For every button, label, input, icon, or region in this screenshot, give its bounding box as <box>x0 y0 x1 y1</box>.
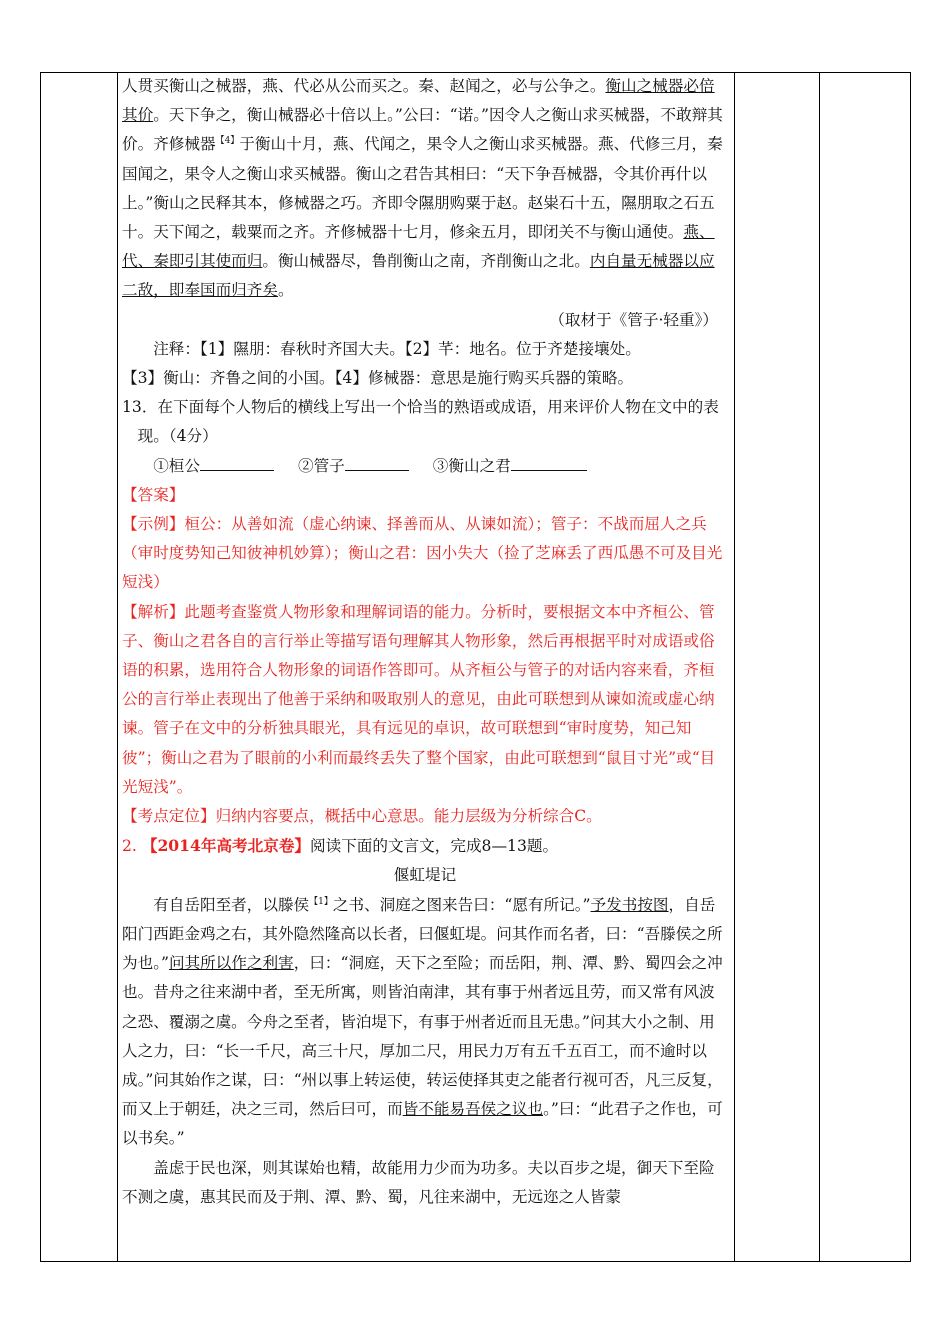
answer-point: 【考点定位】归纳内容要点，概括中心意思。能力层级为分析综合C。 <box>122 807 602 826</box>
answer-blanks: ①桓公 ②管子 ③衡山之君 <box>122 452 728 481</box>
question-heading: 2. 【2014年高考北京卷】阅读下面的文言文，完成8—13题。 <box>122 836 559 856</box>
passage-text: 盖虑于民也深，则其谋始也精，故能用力少而为功多。夫以百步之堤，御天下至险不测之虞，惠其民而及于荆、潭、黔、蜀，凡往来湖中，无远迩之人皆蒙 <box>122 1158 715 1206</box>
passage-text: 人贯买衡山之械器，燕、代必从公而买之。秦、赵闻之，必与公争之。衡山之械器必倍其价。天下争之，衡山械器必十倍以上。”公曰：“诺。”因令人之衡山求买械器，不敢辩其价。齐修械器$^{【4】}$于衡山十月，燕、代闻之，果令人之衡山求买械器。燕、代修三月，秦国闻之，果令人之衡山求买械器。衡山之君告其相曰：“天下争吾械器，令其价再什以上。”衡山之民释其本，修械器之巧。齐即令隰朋购粟于赵。赵粜石十五，隰朋取之石五十。天下闻之，载粟而之齐。齐修械器十七月，修籴五月，即闭关不与衡山通使。燕、代、秦即引其使而归。衡山械器尽，鲁削衡山之南，齐削衡山之北。内自量无械器以应二敌，即奉国而归齐矣。 <box>122 77 723 300</box>
column-divider <box>734 73 735 1261</box>
source-citation: （取材于《管子·轻重》） <box>549 310 718 329</box>
annotation-note: 【3】衡山：齐鲁之间的小国。【4】修械器：意思是施行购买兵器的策略。 <box>122 369 634 388</box>
answer-example: 【示例】桓公：从善如流（虚心纳谏、择善而从、从谏如流）；管子：不战而屈人之兵（审时度势知己知彼神机妙算）；衡山之君：因小失大（捡了芝麻丢了西瓜愚不可及目光短浅） <box>122 515 723 592</box>
answer-analysis: 【解析】此题考查鉴赏人物形象和理解词语的能力。分析时，要根据文本中齐桓公、管子、衡山之君各自的言行举止等描写语句理解其人物形象，然后再根据平时对成语或俗语的积累，选用符合人物形象的词语作答即可。从齐桓公与管子的对话内容来看，齐桓公的言行举止表现出了他善于采纳和吸取别人的意见，由此可联想到从谏如流或虚心纳谏。管子在文中的分析独具眼光，具有远见的卓识，故可联想到“审时度势，知己知彼”；衡山之君为了眼前的小利而最终丢失了整个国家，由此可联想到“鼠目寸光”或“目光短浅”。 <box>122 602 716 796</box>
column-divider <box>819 73 820 1261</box>
annotation-note: 注释：【1】隰朋：春秋时齐国大夫。【2】芊：地名。位于齐楚接壤处。 <box>153 339 641 358</box>
passage-title: 偃虹堤记 <box>393 866 457 885</box>
question-stem: 13．在下面每个人物后的横线上写出一个恰当的熟语或成语，用来评价人物在文中的表现。（4分） <box>122 398 719 446</box>
answer-label: 【答案】 <box>122 485 185 504</box>
document-body <box>122 72 728 1262</box>
column-divider <box>117 73 118 1261</box>
passage-text: 有自岳阳至者，以滕侯$^{【1】}$之书、洞庭之图来告曰：“愿有所记。”予发书按图，自岳阳门西距金鸡之右，其外隐然隆高以长者，曰偃虹堤。问其作而名者，曰：“吾滕侯之所为也。”问其所以作之利害，曰：“洞庭，天下之至险；而岳阳，荆、潭、黔、蜀四会之冲也。昔舟之往来湖中者，至无所寓，则皆泊南津，其有事于州者远且劳，而又常有风波之恐、覆溺之虞。今舟之至者，皆泊堤下，有事于州者近而且无患。”问其大小之制、用人之力，曰：“长一千尺，高三十尺，厚加二尺，用民力万有五千五百工，而不逾时以成。”问其始作之谋，曰：“州以事上转运使，转运使择其吏之能者行视可否，凡三反复，而又上于朝廷，决之三司，然后曰可，而皆不能易吾侯之议也。”曰：“此君子之作也，可以书矣。” <box>122 895 723 1148</box>
